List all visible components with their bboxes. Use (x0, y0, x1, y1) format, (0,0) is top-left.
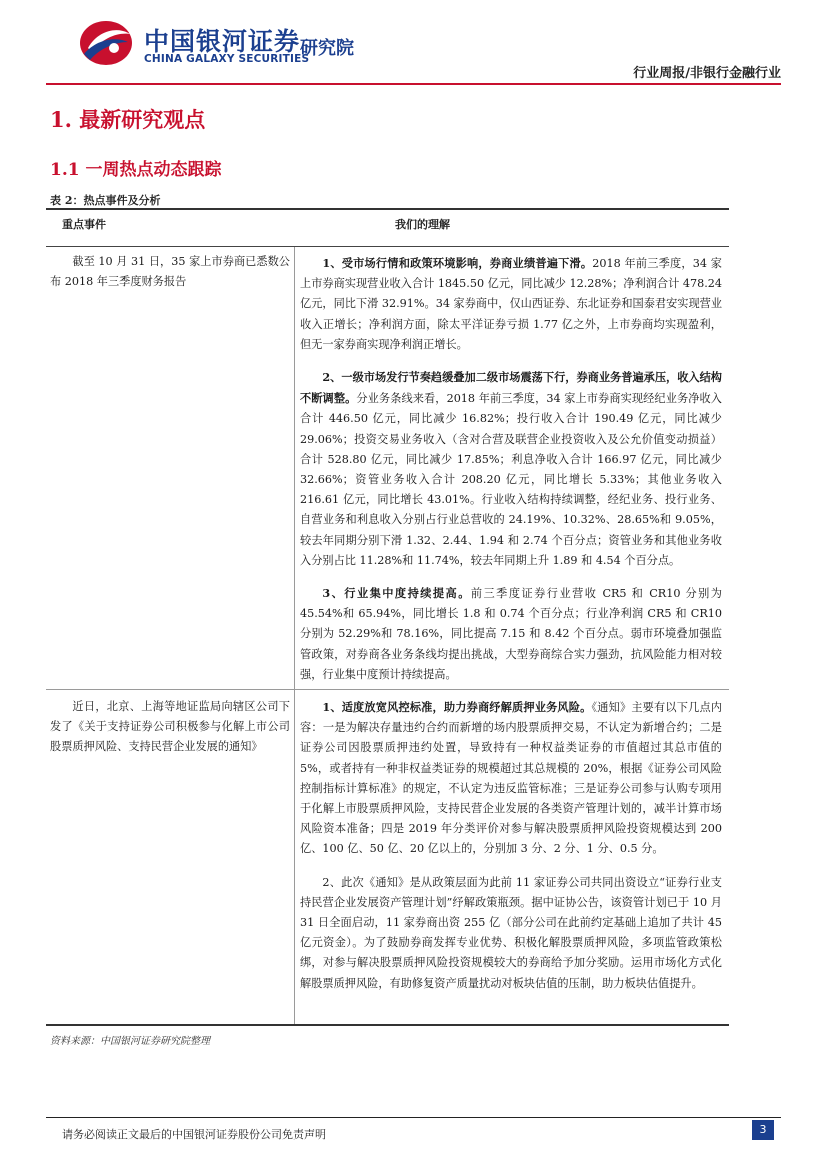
table-header-rule (46, 246, 729, 247)
report-tag: 行业周报/非银行金融行业 (633, 66, 781, 81)
analysis-paragraph: 2、一级市场发行节奏趋缓叠加二级市场震荡下行，券商业务普遍承压，收入结构不断调整。分业务条线来看，2018 年前三季度，34 家上市券商实现经纪业务净收入合计 446.50 亿元，同比减少 16.82%；投行收入合计 190.49 亿元，同比减少 29.06%；投资交易业务收入（含对合营及联营企业投资收入及公允价值变动损益）合计 528.80 亿元，同比减少 17.85%；利息净收入合计 166.97 亿元，同比减少 32.66%；资管业务收入合计 208.20 亿元，同比增长 5.33%；其他业务收入 216.61 亿元，同比增长 43.01%。行业收入结构持续调整，经纪业务、投行业务、自营业务和利息收入分别占行业总营收的 24.19%、10.32%、28.65%和 9.05%，较去年同期分别下滑 1.32、2.44、1.94 和 2.74 个百分点；资管业务和其他业务收入分别占比 11.28%和 11.74%，较去年同期上升 1.89 和 4.54 个百分点。 (300, 370, 722, 567)
column-header-understanding: 我们的理解 (395, 218, 450, 231)
column-header-event: 重点事件 (62, 218, 106, 231)
table-caption: 表 2：热点事件及分析 (50, 194, 161, 207)
page-header (0, 0, 827, 90)
analysis-paragraph: 3、行业集中度持续提高。前三季度证券行业营收 CR5 和 CR10 分别为 45.54%和 65.94%，同比增长 1.8 和 0.74 个百分点；行业净利润 CR5 和 CR10 分别为 52.29%和 78.16%，同比提高 7.15 和 8.42 个百分点。弱市环境叠加强监管政策，对券商各业务条线均提出挑战，大型券商综合实力强劲，抗风险能力相对较强，行业集中度预计持续提高。 (300, 586, 722, 681)
galaxy-logo-icon (78, 18, 134, 68)
source-note: 资料来源：中国银河证券研究院整理 (50, 1036, 210, 1047)
disclaimer-note: 请务必阅读正文最后的中国银河证券股份公司免责声明 (62, 1128, 326, 1141)
brand-name-en: CHINA GALAXY SECURITIES (144, 53, 310, 65)
page-number: 3 (752, 1120, 774, 1140)
table-row-1-analysis (300, 253, 722, 685)
footer-divider (46, 1117, 781, 1118)
institute-label: 研究院 (300, 38, 354, 59)
event-text: 截至 10 月 31 日，35 家上市券商已悉数公布 2018 年三季度财务报告 (50, 255, 290, 288)
table-row-1-event (50, 252, 290, 292)
subsection-heading: 1.1 一周热点动态跟踪 (50, 160, 222, 180)
brand-name-cn: 中国银河证券 (144, 27, 301, 56)
event-text: 近日，北京、上海等地证监局向辖区公司下发了《关于支持证券公司积极参与化解上市公司股票质押风险、支持民营企业发展的通知》 (50, 700, 290, 753)
table-row-2-analysis (300, 697, 722, 994)
analysis-paragraph: 1、受市场行情和政策环境影响，券商业绩普遍下滑。2018 年前三季度，34 家上市券商实现营业收入合计 1845.50 亿元，同比减少 12.28%；净利润合计 478.24 亿元，同比下滑 32.91%。34 家券商中，仅山西证券、东北证券和国泰君安实现营业收入正增长；净利润方面，除太平洋证券亏损 1.77 亿之外，上市券商均实现盈利，但无一家券商实现净利润正增长。 (300, 256, 723, 351)
analysis-paragraph: 2、此次《通知》是从政策层面为此前 11 家证券公司共同出资设立“证券行业支持民营企业发展资产管理计划”纾解政策瓶颈。据中证协公告，该资管计划已于 10 月 31 日全面启动，11 家券商出资 255 亿（部分公司在此前约定基础上追加了共计 45 亿元资金）。为了鼓励券商发挥专业优势、积极化解股票质押风险，多项监管政策松绑，对参与解决股票质押风险投资规模较大的券商给予加分奖励。运用市场化方式化解股票质押风险，有助修复资产质量扰动对板块估值的压制，助力板块估值提升。 (300, 875, 722, 990)
analysis-paragraph: 1、适度放宽风控标准，助力券商纾解质押业务风险。《通知》主要有以下几点内容：一是为解决存量违约合约而新增的场内股票质押交易，不认定为新增合约；二是证券公司因股票质押违约处置，导致持有一种权益类证券的市值超过其总市值的 5%，或者持有一种非权益类证券的规模超过其总规模的 20%，根据《证券公司风险控制指标计算标准》的规定，不认定为违反监管标准；三是证券公司参与认购专项用于化解上市股票质押风险，支持民营企业发展的各类资产管理计划的，减半计算市场风险资本准备；四是 2019 年分类评价对参与解决股票质押风险投资规模达到 200 亿、100 亿、50 亿、20 亿以上的，分别加 3 分、2 分、1 分、0.5 分。 (300, 700, 722, 856)
column-divider (294, 690, 295, 1024)
row-separator (46, 689, 729, 690)
section-heading: 1. 最新研究观点 (50, 107, 206, 132)
column-divider (294, 247, 295, 689)
header-divider (46, 83, 781, 85)
table-bottom-rule (46, 1024, 729, 1026)
table-row-2-event (50, 697, 290, 757)
table-top-rule (46, 208, 729, 210)
